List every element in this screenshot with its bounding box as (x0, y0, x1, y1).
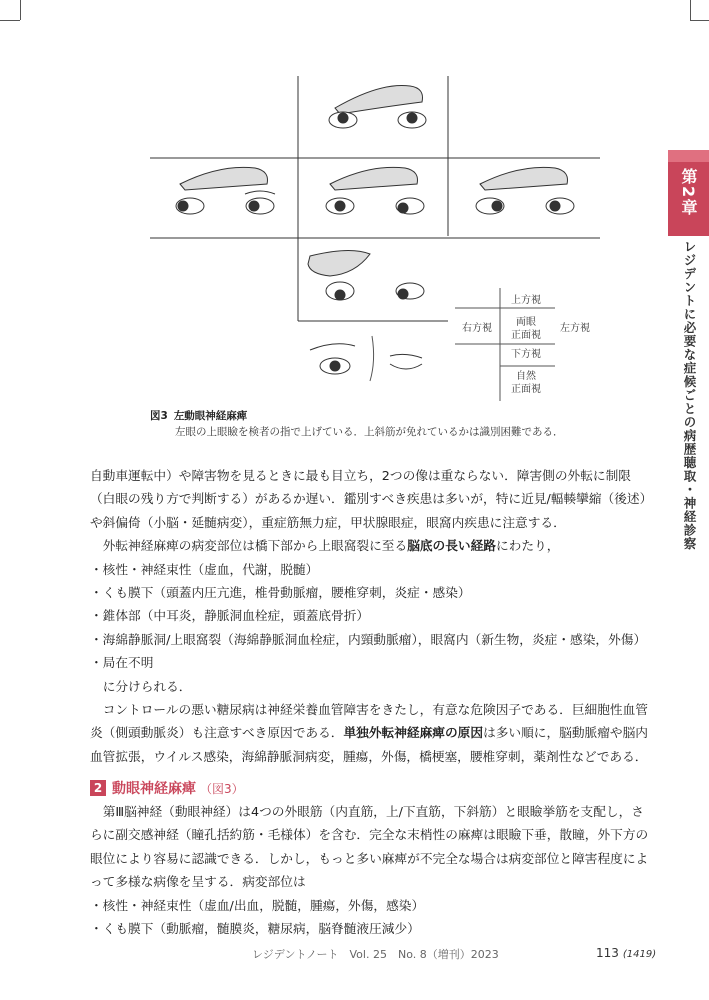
legend-right: 右方視 (462, 323, 492, 334)
panel-left-gaze (476, 167, 574, 214)
panel-down-gaze (308, 250, 424, 300)
body-text (90, 464, 650, 768)
paragraph: に分けられる． (102, 678, 192, 694)
page-number: 113 (1419) (596, 946, 657, 960)
list-item: ・核性・神経束性（虚血/出血，脱髄，腫瘍，外傷，感染） (90, 897, 425, 913)
chapter-title: レジデントに必要な症候ごとの病歴聴取・神経診察 (682, 240, 697, 551)
list-item: ・核性・神経束性（虚血，代謝，脱髄） (90, 561, 319, 577)
figure-3 (150, 76, 600, 406)
paragraph: コントロールの悪い糖尿病は神経栄養血管障害をきたし，有意な危険因子である．巨細胞性血管炎（側頭動脈炎）も注意すべき原因である．単独外転神経麻痺の原因は多い順に，脳動脈瘤や脳内血管拡張，ウイルス感染，海綿静脈洞病変，腫瘍，外傷，橋梗塞，腰椎穿刺，薬剤性などである． (90, 702, 648, 764)
section-body (90, 800, 650, 940)
crop-mark (690, 0, 691, 20)
chapter-tab: 第2章 (668, 150, 709, 236)
panel-right-gaze (176, 167, 275, 214)
section-title: 動眼神経麻痺 (112, 781, 196, 797)
section-heading (90, 778, 244, 798)
paragraph: 外転神経麻痺の病変部位は橋下部から上眼窩裂に至る脳底の長い経路にわたり， (102, 538, 560, 554)
legend-down: 下方視 (511, 349, 541, 360)
figure-title: 左動眼神経麻痺 (173, 410, 248, 422)
crop-mark (690, 20, 709, 21)
crop-mark (0, 20, 20, 21)
panel-natural-gaze (310, 336, 422, 381)
figure-caption (150, 408, 564, 440)
journal-info: レジデントノート Vol. 25 No. 8（増刊）2023 (252, 948, 499, 961)
section-number: 2 (90, 780, 106, 796)
crop-mark (20, 0, 21, 20)
list-item: ・くも膜下（頭蓋内圧亢進，椎骨動脈瘤，腰椎穿刺，炎症・感染） (90, 585, 471, 601)
panel-up-gaze (329, 85, 426, 128)
legend-primary: 両眼 正面視 (511, 317, 541, 341)
paragraph: 自動車運転中）や障害物を見るときに最も目立ち，2つの像は重ならない．障害側の外転に制限（白眼の残り方で判断する）があるか遅い．鑑別すべき疾患は多いが，特に近見/輻輳攣縮（後述）や斜偏倚（小脳・延髄病変），重症筋無力症，甲状腺眼症，眼窩内疾患に注意する． (90, 468, 646, 530)
paragraph: 第Ⅲ脳神経（動眼神経）は4つの外眼筋（内直筋，上/下直筋，下斜筋）と眼瞼挙筋を支配し，さらに副交感神経（瞳孔括約筋・毛様体）を含む．完全な末梢性の麻痺は眼瞼下垂，散瞳，外下方の眼位により容易に認識できる．しかし，もっと多い麻痺が不完全な場合は病変部位と障害程度によって多様な病像を呈する．病変部位は (90, 804, 649, 890)
list-item: ・錐体部（中耳炎，静脈洞血栓症，頭蓋底骨折） (90, 608, 370, 624)
list-item: ・局在不明 (90, 655, 154, 671)
figure-description: 左眼の上眼瞼を検者の指で上げている．上斜筋が免れているかは識別困難である． (175, 426, 564, 438)
list-item: ・くも膜下（動脈瘤，髄膜炎，糖尿病，脳脊髄液圧減少） (90, 921, 420, 937)
legend-natural: 自然 正面視 (511, 371, 541, 395)
figure-number: 図3 (150, 410, 168, 422)
legend-left: 左方視 (560, 323, 590, 334)
list-item: ・海綿静脈洞/上眼窩裂（海綿静脈洞血栓症，内頸動脈瘤），眼窩内（新生物，炎症・感染，外傷） (90, 631, 647, 647)
panel-primary-gaze (326, 167, 424, 214)
section-figure-ref: （図3） (200, 781, 244, 796)
legend-up: 上方視 (511, 295, 541, 306)
